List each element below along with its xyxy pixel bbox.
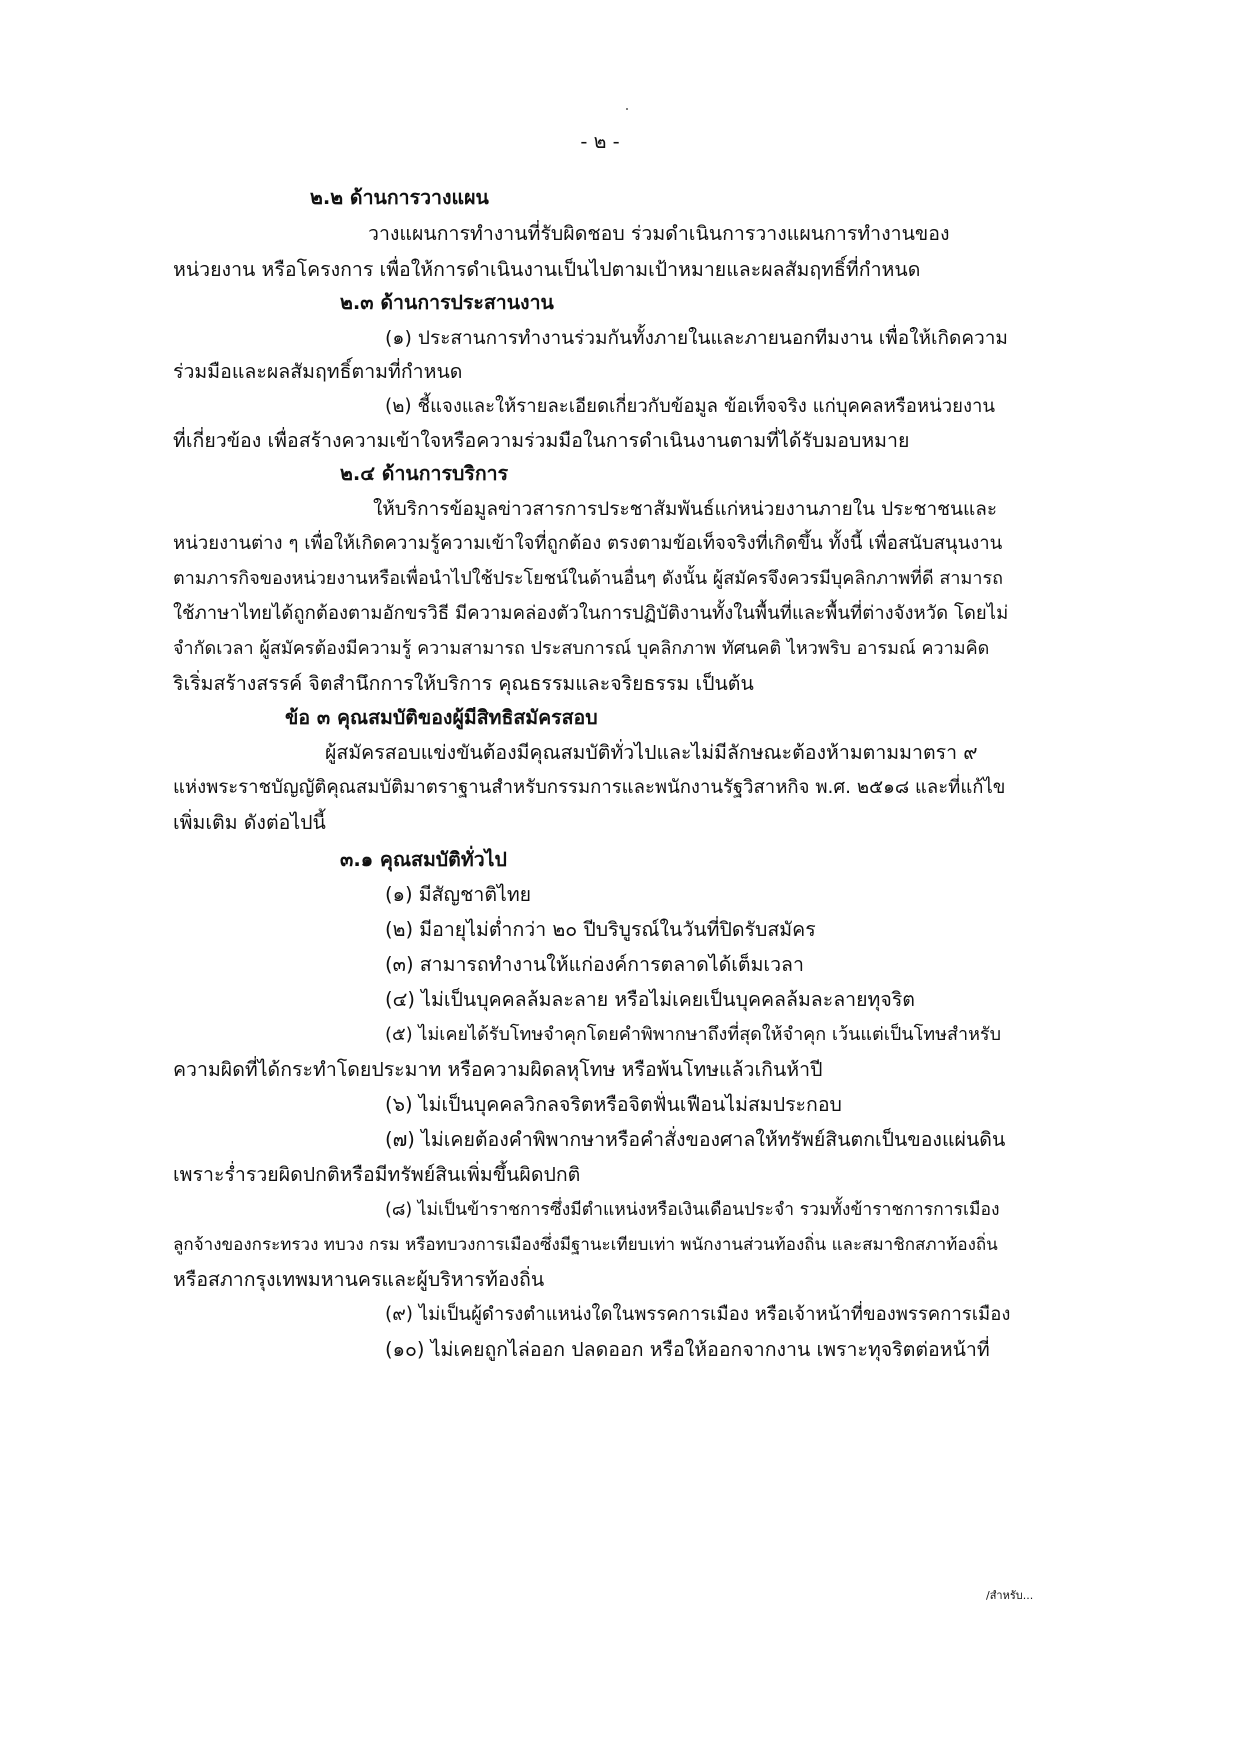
list-item: (๔) ไม่เป็นบุคคลล้มละลาย หรือไม่เคยเป็นบุคคลล้มละลายทุจริต — [385, 988, 915, 1011]
heading-planning: ๒.๒ ด้านการวางแผน — [310, 186, 489, 209]
heading-coordination: ๒.๓ ด้านการประสานงาน — [340, 291, 554, 314]
list-item: (๑๐) ไม่เคยถูกไล่ออก ปลดออก หรือให้ออกจากงาน เพราะทุจริตต่อหน้าที่ — [385, 1338, 990, 1361]
scan-dot — [626, 108, 628, 110]
list-item: (๖) ไม่เป็นบุคคลวิกลจริตหรือจิตฟั่นเฟือนไม่สมประกอบ — [385, 1093, 842, 1116]
para-line: ตามภารกิจของหน่วยงานหรือเพื่อนำไปใช้ประโยชน์ในด้านอื่นๆ ดังนั้น ผู้สมัครจึงควรมีบุคลิกภาพที่ดี สามารถ — [173, 568, 1004, 589]
para-line: ริเริ่มสร้างสรรค์ จิตสำนึกการให้บริการ คุณธรรมและจริยธรรม เป็นต้น — [173, 672, 754, 695]
para-line: แห่งพระราชบัญญัติคุณสมบัติมาตราฐานสำหรับกรรมการและพนักงานรัฐวิสาหกิจ พ.ศ. ๒๕๑๘ และที่แก้ไข — [173, 777, 1006, 798]
list-item: (๓) สามารถทำงานให้แก่องค์การตลาดได้เต็มเวลา — [385, 953, 804, 976]
list-item-continued: ลูกจ้างของกระทรวง ทบวง กรม หรือทบวงการเมืองซึ่งมีฐานะเทียบเท่า พนักงานส่วนท้องถิ่น และสมาชิกสภาท้องถิ่น — [173, 1235, 998, 1255]
para-line: หน่วยงาน หรือโครงการ เพื่อให้การดำเนินงานเป็นไปตามเป้าหมายและผลสัมฤทธิ์ที่กำหนด — [173, 258, 921, 281]
para-line: (๒) ชี้แจงและให้รายละเอียดเกี่ยวกับข้อมูล ข้อเท็จจริง แก่บุคคลหรือหน่วยงาน — [385, 396, 996, 417]
para-line: จำกัดเวลา ผู้สมัครต้องมีความรู้ ความสามารถ ประสบการณ์ บุคลิกภาพ ทัศนคติ ไหวพริบ อารมณ์ ความคิด — [173, 638, 990, 659]
continuation-note: /สำหรับ... — [986, 1589, 1034, 1602]
para-line: ให้บริการข้อมูลข่าวสารการประชาสัมพันธ์แก่หน่วยงานภายใน ประชาชนและ — [373, 498, 998, 520]
para-line: ที่เกี่ยวข้อง เพื่อสร้างความเข้าใจหรือความร่วมมือในการดำเนินงานตามที่ได้รับมอบหมาย — [173, 429, 910, 452]
para-line: เพิ่มเติม ดังต่อไปนี้ — [173, 811, 326, 834]
list-item-continued: หรือสภากรุงเทพมหานครและผู้บริหารท้องถิ่น — [173, 1268, 545, 1291]
list-item-continued: เพราะร่ำรวยผิดปกติหรือมีทรัพย์สินเพิ่มขึ้นผิดปกติ — [173, 1163, 581, 1186]
para-line: วางแผนการทำงานที่รับผิดชอบ ร่วมดำเนินการวางแผนการทำงานของ — [368, 222, 950, 245]
list-item: (๑) มีสัญชาติไทย — [385, 883, 532, 906]
list-item: (๕) ไม่เคยได้รับโทษจำคุกโดยคำพิพากษาถึงที่สุดให้จำคุก เว้นแต่เป็นโทษสำหรับ — [385, 1024, 1002, 1045]
para-line: ผู้สมัครสอบแข่งขันต้องมีคุณสมบัติทั่วไปและไม่มีลักษณะต้องห้ามตามมาตรา ๙ — [325, 741, 978, 764]
para-line: (๑) ประสานการทำงานร่วมกันทั้งภายในและภายนอกทีมงาน เพื่อให้เกิดความ — [385, 327, 1008, 349]
para-line: ร่วมมือและผลสัมฤทธิ์ตามที่กำหนด — [173, 360, 463, 383]
heading-service: ๒.๔ ด้านการบริการ — [340, 462, 509, 485]
list-item: (๙) ไม่เป็นผู้ดำรงตำแหน่งใดในพรรคการเมือง หรือเจ้าหน้าที่ของพรรคการเมือง — [385, 1304, 1011, 1325]
list-item: (๒) มีอายุไม่ต่ำกว่า ๒๐ ปีบริบูรณ์ในวันที่ปิดรับสมัคร — [385, 918, 816, 941]
para-line: ใช้ภาษาไทยได้ถูกต้องตามอักขรวิธี มีความคล่องตัวในการปฏิบัติงานทั้งในพื้นที่และพื้นที่ต่างจังหวัด โดยไม่ — [173, 603, 1009, 624]
para-line: หน่วยงานต่าง ๆ เพื่อให้เกิดความรู้ความเข้าใจที่ถูกต้อง ตรงตามข้อเท็จจริงที่เกิดขึ้น ทั้งนี้ เพื่อสนับสนุนงาน — [173, 533, 1003, 554]
list-item: (๘) ไม่เป็นข้าราชการซึ่งมีตำแหน่งหรือเงินเดือนประจำ รวมทั้งข้าราชการการเมือง — [385, 1200, 1000, 1220]
page-number: - ๒ - — [580, 130, 620, 153]
list-item-continued: ความผิดที่ได้กระทำโดยประมาท หรือความผิดลหุโทษ หรือพ้นโทษแล้วเกินห้าปี — [173, 1058, 823, 1081]
heading-general-qualifications: ๓.๑ คุณสมบัติทั่วไป — [340, 848, 507, 871]
list-item: (๗) ไม่เคยต้องคำพิพากษาหรือคำสั่งของศาลให้ทรัพย์สินตกเป็นของแผ่นดิน — [385, 1128, 1006, 1151]
heading-qualifications: ข้อ ๓ คุณสมบัติของผู้มีสิทธิสมัครสอบ — [285, 706, 598, 729]
